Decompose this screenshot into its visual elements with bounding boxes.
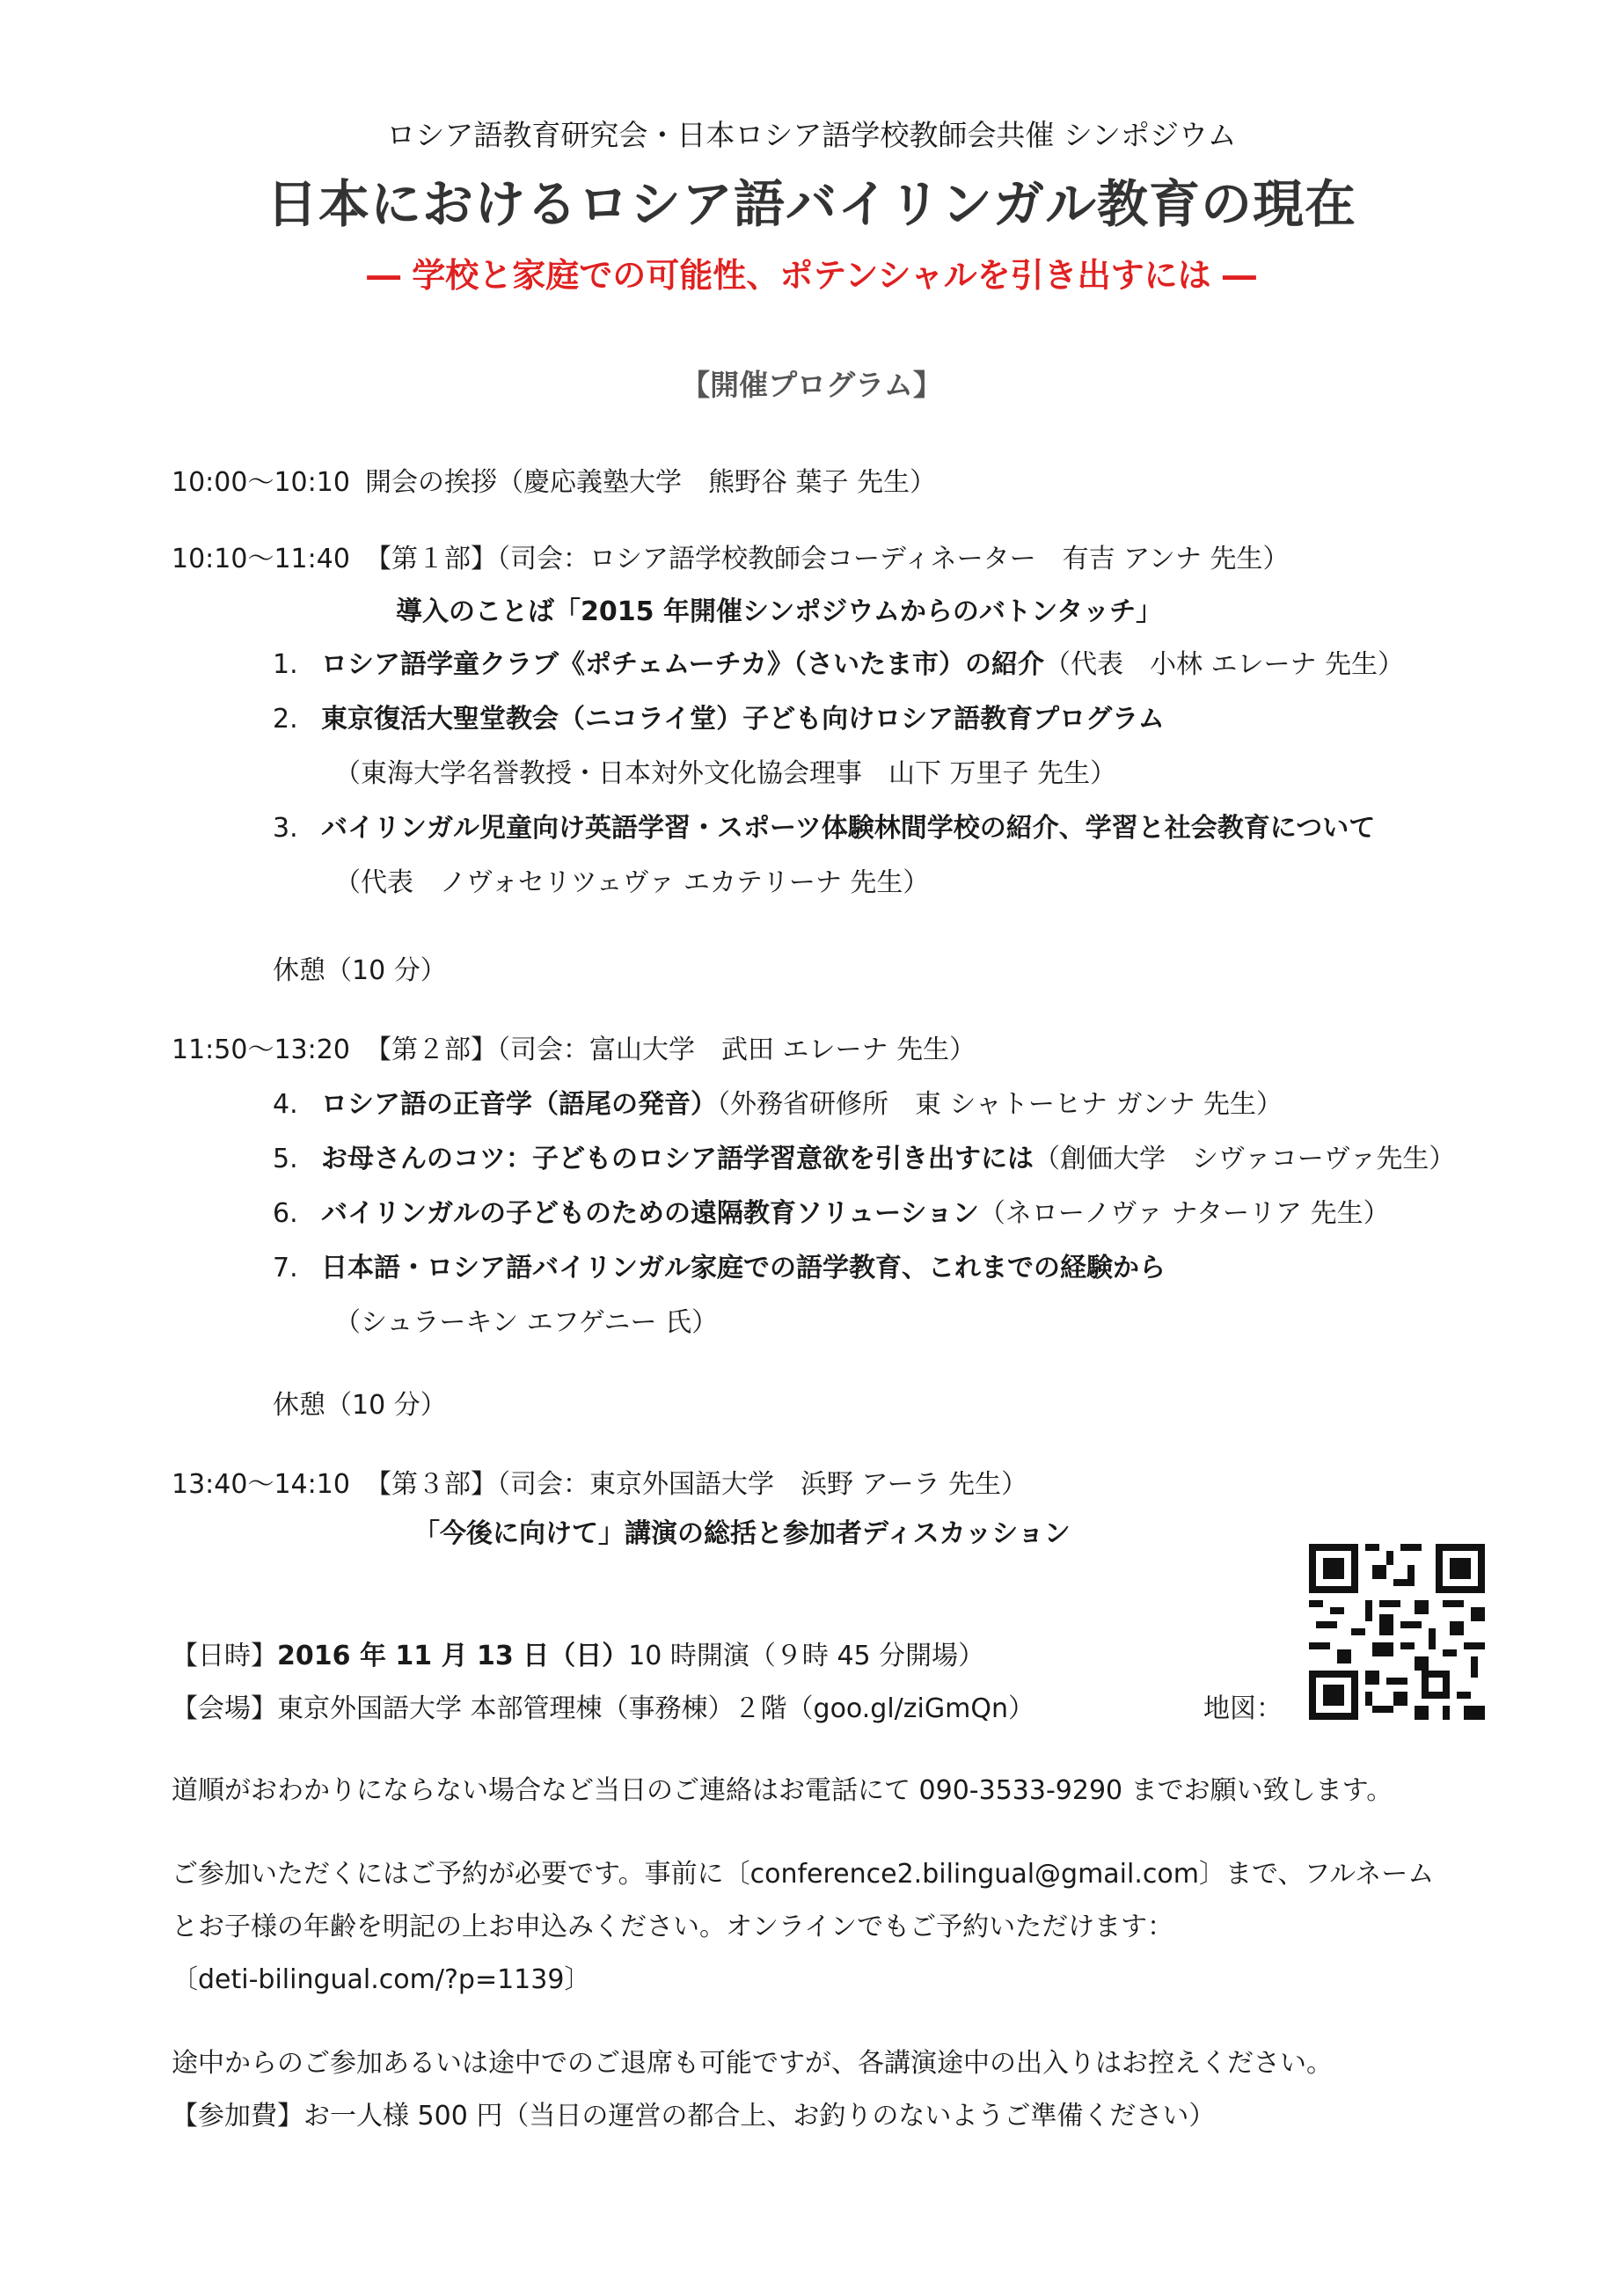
part1-label: 【第１部】 <box>365 544 497 574</box>
break-1: 休憩（10 分） <box>273 955 447 986</box>
item-2-speaker: （東海大学名誉教授・日本対外文化協会理事 山下 万里子 先生） <box>334 758 1117 789</box>
item-title: お母さんのコツ：子どものロシア語学習意欲を引き出すには <box>321 1144 1034 1174</box>
item-speaker: （外務省研修所 東 シャトーヒナ ガンナ 先生） <box>717 1089 1283 1120</box>
program-item-6 <box>273 1191 1390 1230</box>
part3-closing: 「今後に向けて」講演の総括と参加者ディスカッション <box>413 1518 1071 1549</box>
part3-label: 【第３部】 <box>365 1469 497 1500</box>
item-3-speaker: （代表 ノヴォセリツェヴァ エカテリーナ 先生） <box>334 867 930 898</box>
program-item-7 <box>273 1246 1166 1284</box>
map-qr-code[interactable] <box>1309 1544 1485 1720</box>
info-venue <box>172 1686 1034 1725</box>
item-number: 4. <box>273 1089 298 1120</box>
program-opening <box>172 460 936 499</box>
item-title: ロシア語の正音学（語尾の発音） <box>321 1089 717 1120</box>
part3-moderator: （司会：東京外国語大学 浜野 アーラ 先生） <box>497 1469 1028 1500</box>
part1-header <box>172 537 1289 575</box>
program-item-2 <box>273 697 1165 735</box>
item-title: バイリンガル児童向け英語学習・スポーツ体験林間学校の紹介、学習と社会教育について <box>321 813 1376 844</box>
date-value: 2016 年 11 月 13 日（日） <box>277 1641 629 1671</box>
break-2: 休憩（10 分） <box>273 1390 447 1421</box>
event-subtitle: ロシア語教育研究会・日本ロシア語学校教師会共催 シンポジウム <box>386 118 1237 152</box>
map-label: 地図： <box>1203 1693 1283 1724</box>
reservation-line-1: ご参加いただくにはご予約が必要です。事前に〔conference2.bilingual@gmail.com〕まで、フルネーム <box>172 1859 1435 1890</box>
venue-label: 【会場】 <box>172 1693 277 1724</box>
reservation-line-2: とお子様の年齢を明記の上お申込みください。オンラインでもご予約いただけます： <box>172 1912 1174 1942</box>
item-speaker: （創価大学 シヴァコーヴァ先生） <box>1034 1144 1456 1174</box>
date-rest: 10 時開演（９時 45 分開場） <box>628 1641 985 1671</box>
item-speaker: （代表 小林 エレーナ 先生） <box>1044 649 1405 680</box>
item-number: 3. <box>273 813 298 844</box>
item-speaker: （ネローノヴァ ナターリア 先生） <box>978 1198 1390 1229</box>
reservation-link[interactable]: 〔deti-bilingual.com/?p=1139〕 <box>172 1964 591 1995</box>
item-title: 日本語・ロシア語バイリンガル家庭での語学教育、これまでの経験から <box>321 1253 1166 1283</box>
part1-moderator: （司会：ロシア語学校教師会コーディネーター 有吉 アンナ 先生） <box>497 544 1290 574</box>
item-title: 東京復活大聖堂教会（ニコライ堂）子ども向けロシア語教育プログラム <box>321 704 1165 735</box>
program-item-3 <box>273 806 1375 845</box>
part3-header <box>172 1462 1027 1501</box>
opening-time: 10:00～10:10 <box>172 467 350 498</box>
part2-time: 11:50～13:20 <box>172 1035 350 1065</box>
item-title: バイリンガルの子どものための遠隔教育ソリューション <box>321 1198 979 1229</box>
event-title: 日本におけるロシア語バイリンガル教育の現在 <box>266 174 1356 234</box>
phone-note: 道順がおわかりにならない場合など当日のご連絡はお電話にて 090-3533-9290 までお願い致します。 <box>172 1775 1393 1806</box>
part1-time: 10:10～11:40 <box>172 544 350 574</box>
venue-text: 東京外国語大学 本部管理棟（事務棟）２階（goo.gl/ziGmQn） <box>277 1693 1034 1724</box>
part2-header <box>172 1027 976 1066</box>
program-item-5 <box>273 1137 1455 1175</box>
program-item-1 <box>273 642 1404 681</box>
item-title: ロシア語学童クラブ《ポチェムーチカ》（さいたま市）の紹介 <box>321 649 1044 680</box>
item-number: 7. <box>273 1253 298 1283</box>
item-number: 6. <box>273 1198 298 1229</box>
item-number: 2. <box>273 704 298 735</box>
item-number: 5. <box>273 1144 298 1174</box>
info-date <box>172 1634 984 1672</box>
event-tagline: ― 学校と家庭での可能性、ポテンシャルを引き出すには ― <box>367 256 1256 295</box>
program-item-4 <box>273 1082 1283 1121</box>
date-label: 【日時】 <box>172 1641 277 1671</box>
fee-text: お一人様 500 円（当日の運営の都合上、お釣りのないようご準備ください） <box>303 2101 1216 2131</box>
item-7-speaker: （シュラーキン エフゲニー 氏） <box>334 1307 719 1338</box>
part3-time: 13:40～14:10 <box>172 1469 350 1500</box>
part2-label: 【第２部】 <box>365 1035 497 1065</box>
fee-label: 【参加費】 <box>172 2101 303 2131</box>
info-fee <box>172 2094 1215 2132</box>
item-number: 1. <box>273 649 298 680</box>
part1-intro: 導入のことば「2015 年開催シンポジウムからのバトンタッチ」 <box>396 596 1163 627</box>
opening-text: 開会の挨拶（慶応義塾大学 熊野谷 葉子 先生） <box>365 467 937 498</box>
leave-note: 途中からのご参加あるいは途中でのご退席も可能ですが、各講演途中の出入りはお控えください。 <box>172 2048 1333 2079</box>
program-heading: 【開催プログラム】 <box>681 368 942 402</box>
part2-moderator: （司会：富山大学 武田 エレーナ 先生） <box>497 1035 976 1065</box>
